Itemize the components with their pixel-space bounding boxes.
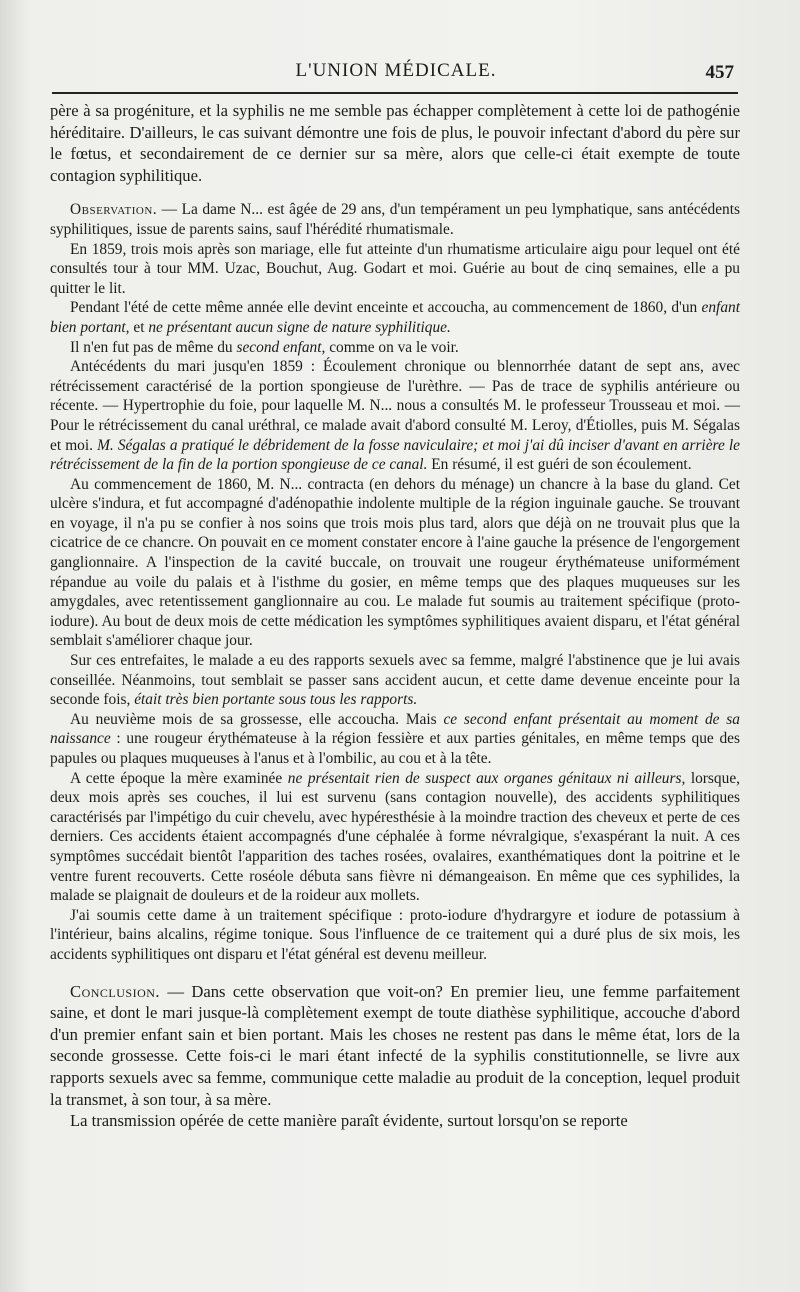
conclusion-label: Conclusion. (70, 981, 161, 1001)
page-number: 457 (705, 62, 734, 83)
observation-paragraph-8: Au neuvième mois de sa grossesse, elle accoucha. Mais ce second enfant présentait au moment de sa naissance : une rougeur érythémateuse à la région fessière et aux parties génitales, en même temps que des papules ou plaques muqueuses à l'anus et à l'ombilic, au cou et à la tête. (50, 710, 740, 767)
observation-paragraph-5: Antécédents du mari jusqu'en 1859 : Écoulement chronique ou blennorrhée datant de sept ans, avec rétrécissement caractérisé de la portion spongieuse de l'urèthre. — Pas de trace de syphilis antérieure ou récente. — Hypertrophie du foie, pour laquelle M. N... nous a consultés M. le professeur Trousseau et moi. — Pour le rétrécissement du canal uréthral, ce malade avait d'abord consulté M. Leroy, d'Étiolles, puis M. Ségalas et moi. M. Ségalas a pratiqué le débridement de la fosse naviculaire; et moi j'ai dû inciser d'avant en arrière le rétrécissement de la fin de la portion spongieuse de ce canal. En résumé, il est guéri de son écoulement. (50, 358, 740, 474)
observation-paragraph-7: Sur ces entrefaites, le malade a eu des rapports sexuels avec sa femme, malgré l'abstinence que je lui avais conseillée. Néanmoins, tout semblait se passer sans accident aucun, et cette dame devenue enceinte pour la seconde fois, était très bien portante sous tous les rapports. (50, 652, 740, 709)
conclusion-paragraph-2: La transmission opérée de cette manière paraît évidente, surtout lorsqu'on se reporte (70, 1111, 628, 1131)
conclusion-section (50, 981, 740, 1132)
observation-paragraph-6: Au commencement de 1860, M. N... contracta (en dehors du ménage) un chancre à la base du gland. Cet ulcère s'indura, et fut accompagné d'adénopathie indolente multiple de la région inguinale gauche. Se trouvant en voyage, il n'a pu se confier à nos soins que trois mois plus tard, alors que déjà on ne trouvait plus que la cicatrice de ce chancre. On pouvait en ce moment constater encore à l'aine gauche la présence de l'engorgement ganglionnaire. A l'inspection de la cavité buccale, on trouvait une rougeur érythémateuse uniformément répandue au voile du palais et à l'isthme du gosier, en même temps que des plaques muqueuses sur les amygdales, avec retentissement ganglionnaire au cou. Le malade fut soumis au traitement spécifique (proto-iodure). Au bout de deux mois de cette médication les symptômes syphilitiques avaient disparu, et l'état général semblait s'améliorer chaque jour. (50, 475, 740, 650)
header-rule (52, 92, 738, 94)
observation-paragraph-10: J'ai soumis cette dame à un traitement spécifique : proto-iodure d'hydrargyre et iodure de potassium à l'intérieur, bains alcalins, régime tonique. Sous l'influence de ce traitement qui a duré plus de six mois, les accidents syphilitiques ont disparu et l'état général est devenu meilleur. (50, 906, 740, 963)
observation-paragraph-1: Observation. — La dame N... est âgée de 29 ans, d'un tempérament un peu lymphatique, sans antécédents syphilitiques, issue de parents sains, sauf l'hérédité rhumatismale. (50, 201, 740, 238)
intro-paragraph: père à sa progéniture, et la syphilis ne me semble pas échapper complètement à cette loi de pathogénie héréditaire. D'ailleurs, le cas suivant démontre une fois de plus, le pouvoir infectant d'abord du père sur le fœtus, et secondairement de ce dernier sur sa mère, alors que celle-ci était exempte de toute contagion syphilitique. (50, 101, 740, 185)
observation-paragraph-2: En 1859, trois mois après son mariage, elle fut atteinte d'un rhumatisme articulaire aigu pour lequel ont été consultés tour à tour MM. Uzac, Bouchut, Aug. Godart et moi. Guérie au bout de cinq semaines, elle a pu quitter le lit. (50, 240, 740, 297)
observation-paragraph-9: A cette époque la mère examinée ne présentait rien de suspect aux organes génitaux ni ailleurs, lorsque, deux mois après ses couches, il lui est survenu (sans contagion nouvelle), des accidents syphilitiques caractérisés par l'impétigo du cuir chevelu, avec hypéresthésie à la moindre traction des cheveux et perte de ces derniers. Ces accidents étaient accompagnés d'une céphalée à forme névralgique, s'exaspérant la nuit. A ces symptômes succédait bientôt l'apparition des taches rosées, ovalaires, exanthématiques dont la poitrine et le ventre furent recouverts. Cette roséole débuta sans fièvre ni démangeaison. En même que ces syphilides, la malade se plaignait de douleurs et de la roideur aux mollets. (50, 769, 740, 905)
running-header (52, 58, 740, 88)
journal-title: L'UNION MÉDICALE. (295, 60, 497, 81)
observation-label: Observation. (70, 201, 158, 219)
conclusion-paragraph-1: Conclusion. — Dans cette observation que voit-on? En premier lieu, une femme parfaitement saine, et dont le mari jusque-là complètement exempt de toute diathèse syphilitique, accouche d'abord d'un premier enfant sain et bien portant. Mais les choses ne restent pas dans le même état, lors de la seconde grossesse. Cette fois-ci le mari étant infecté de la syphilis constitutionnelle, se livre aux rapports sexuels avec sa femme, communique cette maladie au produit de la conception, lequel produit la transmet, à son tour, à sa mère. (50, 981, 740, 1109)
observation-paragraph-4: Il n'en fut pas de même du second enfant, comme on va le voir. (70, 338, 459, 356)
article-body (50, 100, 740, 1132)
observation-section (50, 200, 740, 964)
observation-paragraph-3: Pendant l'été de cette même année elle devint enceinte et accoucha, au commencement de 1860, d'un enfant bien portant, et ne présentant aucun signe de nature syphilitique. (50, 299, 740, 336)
